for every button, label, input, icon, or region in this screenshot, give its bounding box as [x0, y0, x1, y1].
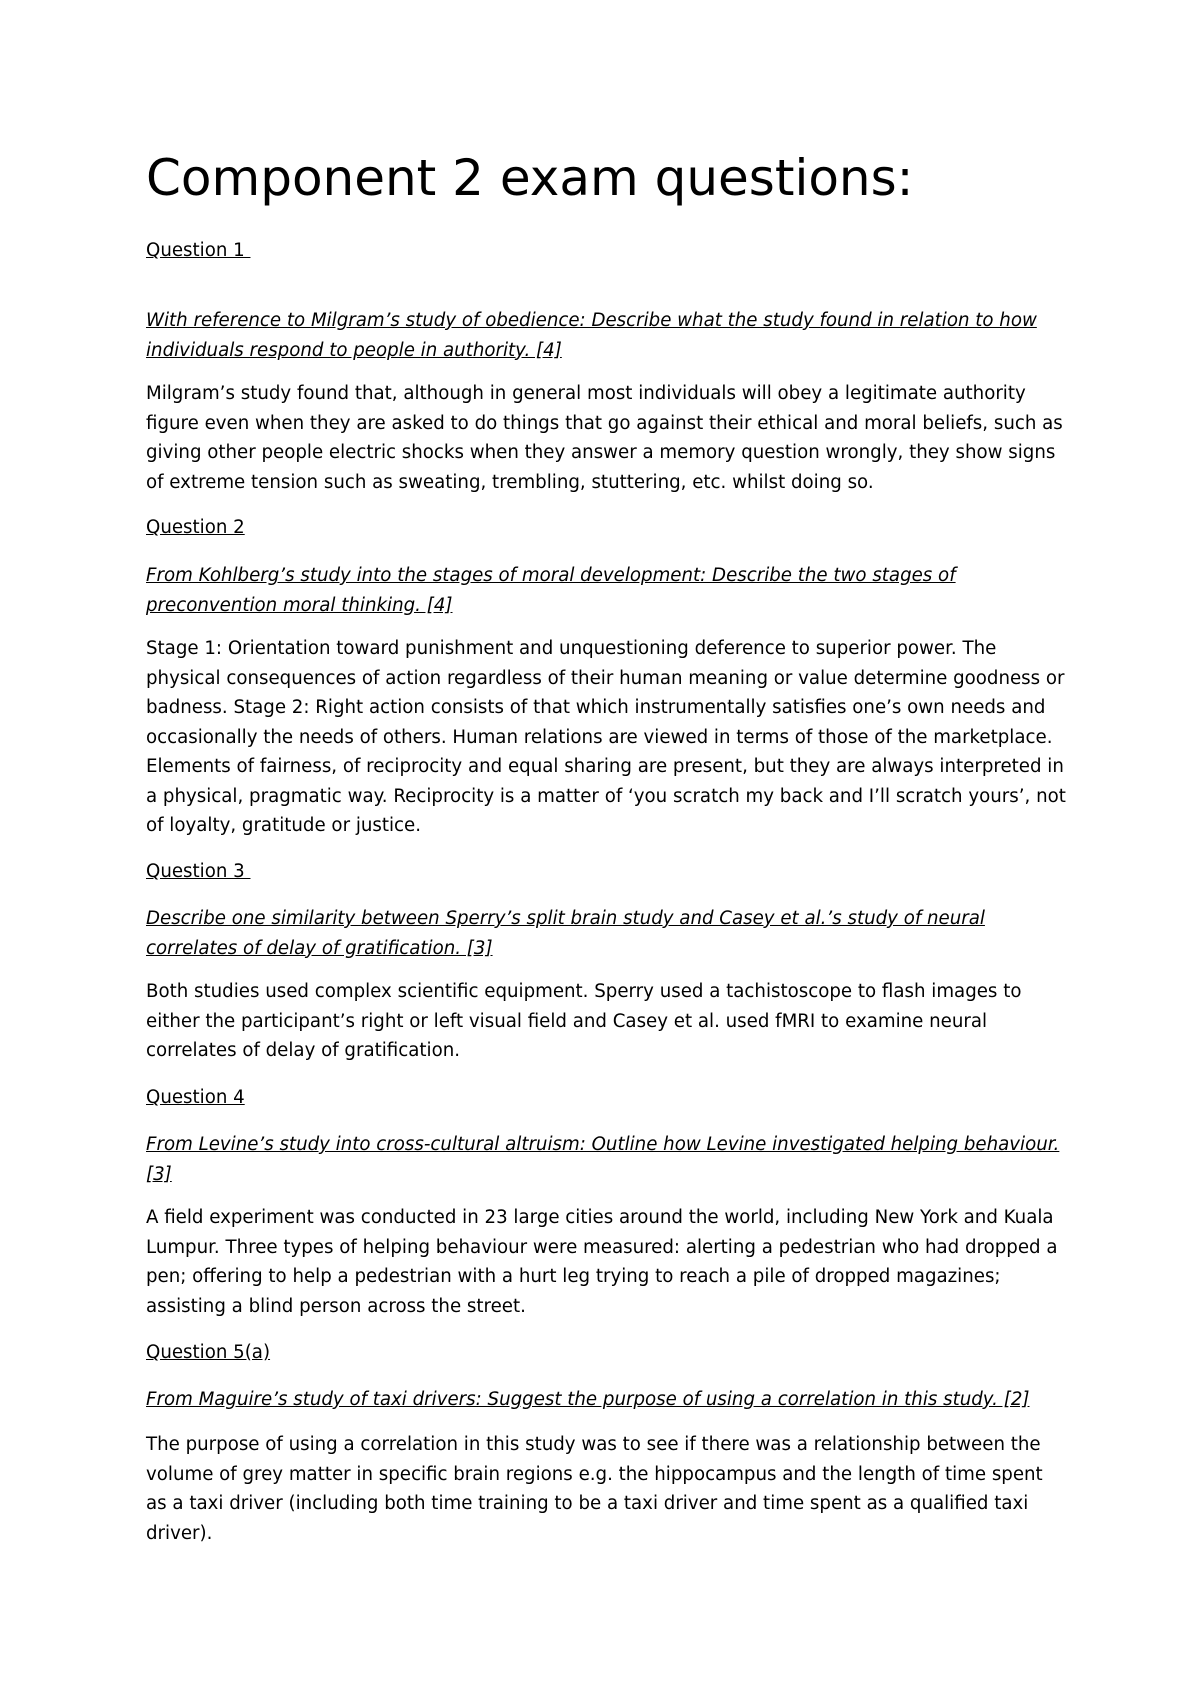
question-3-prompt: Describe one similarity between Sperry’s split brain study and Casey et al.’s study of neural correlates of delay of gratification. [3] — [146, 908, 985, 959]
question-5a-prompt: From Maguire’s study of taxi drivers: Suggest the purpose of using a correlation in this study. [2] — [146, 1389, 1030, 1410]
question-2-prompt: From Kohlberg’s study into the stages of moral development: Describe the two stages of preconvention moral thinking. [4] — [146, 565, 956, 616]
question-4-heading: Question 4 — [146, 1087, 245, 1108]
question-3-heading: Question 3 — [146, 861, 251, 882]
question-1-heading: Question 1 — [146, 240, 251, 261]
question-4-answer: A field experiment was conducted in 23 large cities around the world, including New York and Kuala Lumpur. Three types of helping behaviour were measured: alerting a pedestrian who had dropped a pen; offering to help a pedestrian with a hurt leg trying to reach a pile of dropped magazines; assisting a blind person across the street. — [146, 1207, 1058, 1317]
question-5a-answer: The purpose of using a correlation in this study was to see if there was a relationship between the volume of grey matter in specific brain regions e.g. the hippocampus and the length of time spent as a taxi driver (including both time training to be a taxi driver and time spent as a qualified taxi driver). — [146, 1434, 1043, 1544]
question-5a-heading: Question 5(a) — [146, 1342, 271, 1363]
document-title: Component 2 exam questions: — [146, 149, 914, 207]
question-2-heading: Question 2 — [146, 517, 245, 538]
question-2-answer: Stage 1: Orientation toward punishment and unquestioning deference to superior power. The physical consequences of action regardless of their human meaning or value determine goodness or badness. Stage 2: Right action consists of that which instrumentally satisfies one’s own needs and occasionally the needs of others. Human relations are viewed in terms of those of the marketplace. Elements of fairness, of reciprocity and equal sharing are present, but they are always interpreted in a physical, pragmatic way. Reciprocity is a matter of ‘you scratch my back and I’ll scratch yours’, not of loyalty, gratitude or justice. — [146, 638, 1066, 836]
question-1-answer: Milgram’s study found that, although in general most individuals will obey a legitimate authority figure even when they are asked to do things that go against their ethical and moral beliefs, such as giving other people electric shocks when they answer a memory question wrongly, they show signs of extreme tension such as sweating, trembling, stuttering, etc. whilst doing so. — [146, 383, 1063, 493]
document-page — [146, 0, 1066, 1698]
question-1-prompt: With reference to Milgram’s study of obedience: Describe what the study found in relation to how individuals respond to people in authority. [4] — [146, 310, 1037, 361]
question-4-prompt: From Levine’s study into cross-cultural altruism: Outline how Levine investigated helping behaviour. [3] — [146, 1134, 1060, 1185]
question-3-answer: Both studies used complex scientific equipment. Sperry used a tachistoscope to flash images to either the participant’s right or left visual field and Casey et al. used fMRI to examine neural correlates of delay of gratification. — [146, 981, 1022, 1061]
